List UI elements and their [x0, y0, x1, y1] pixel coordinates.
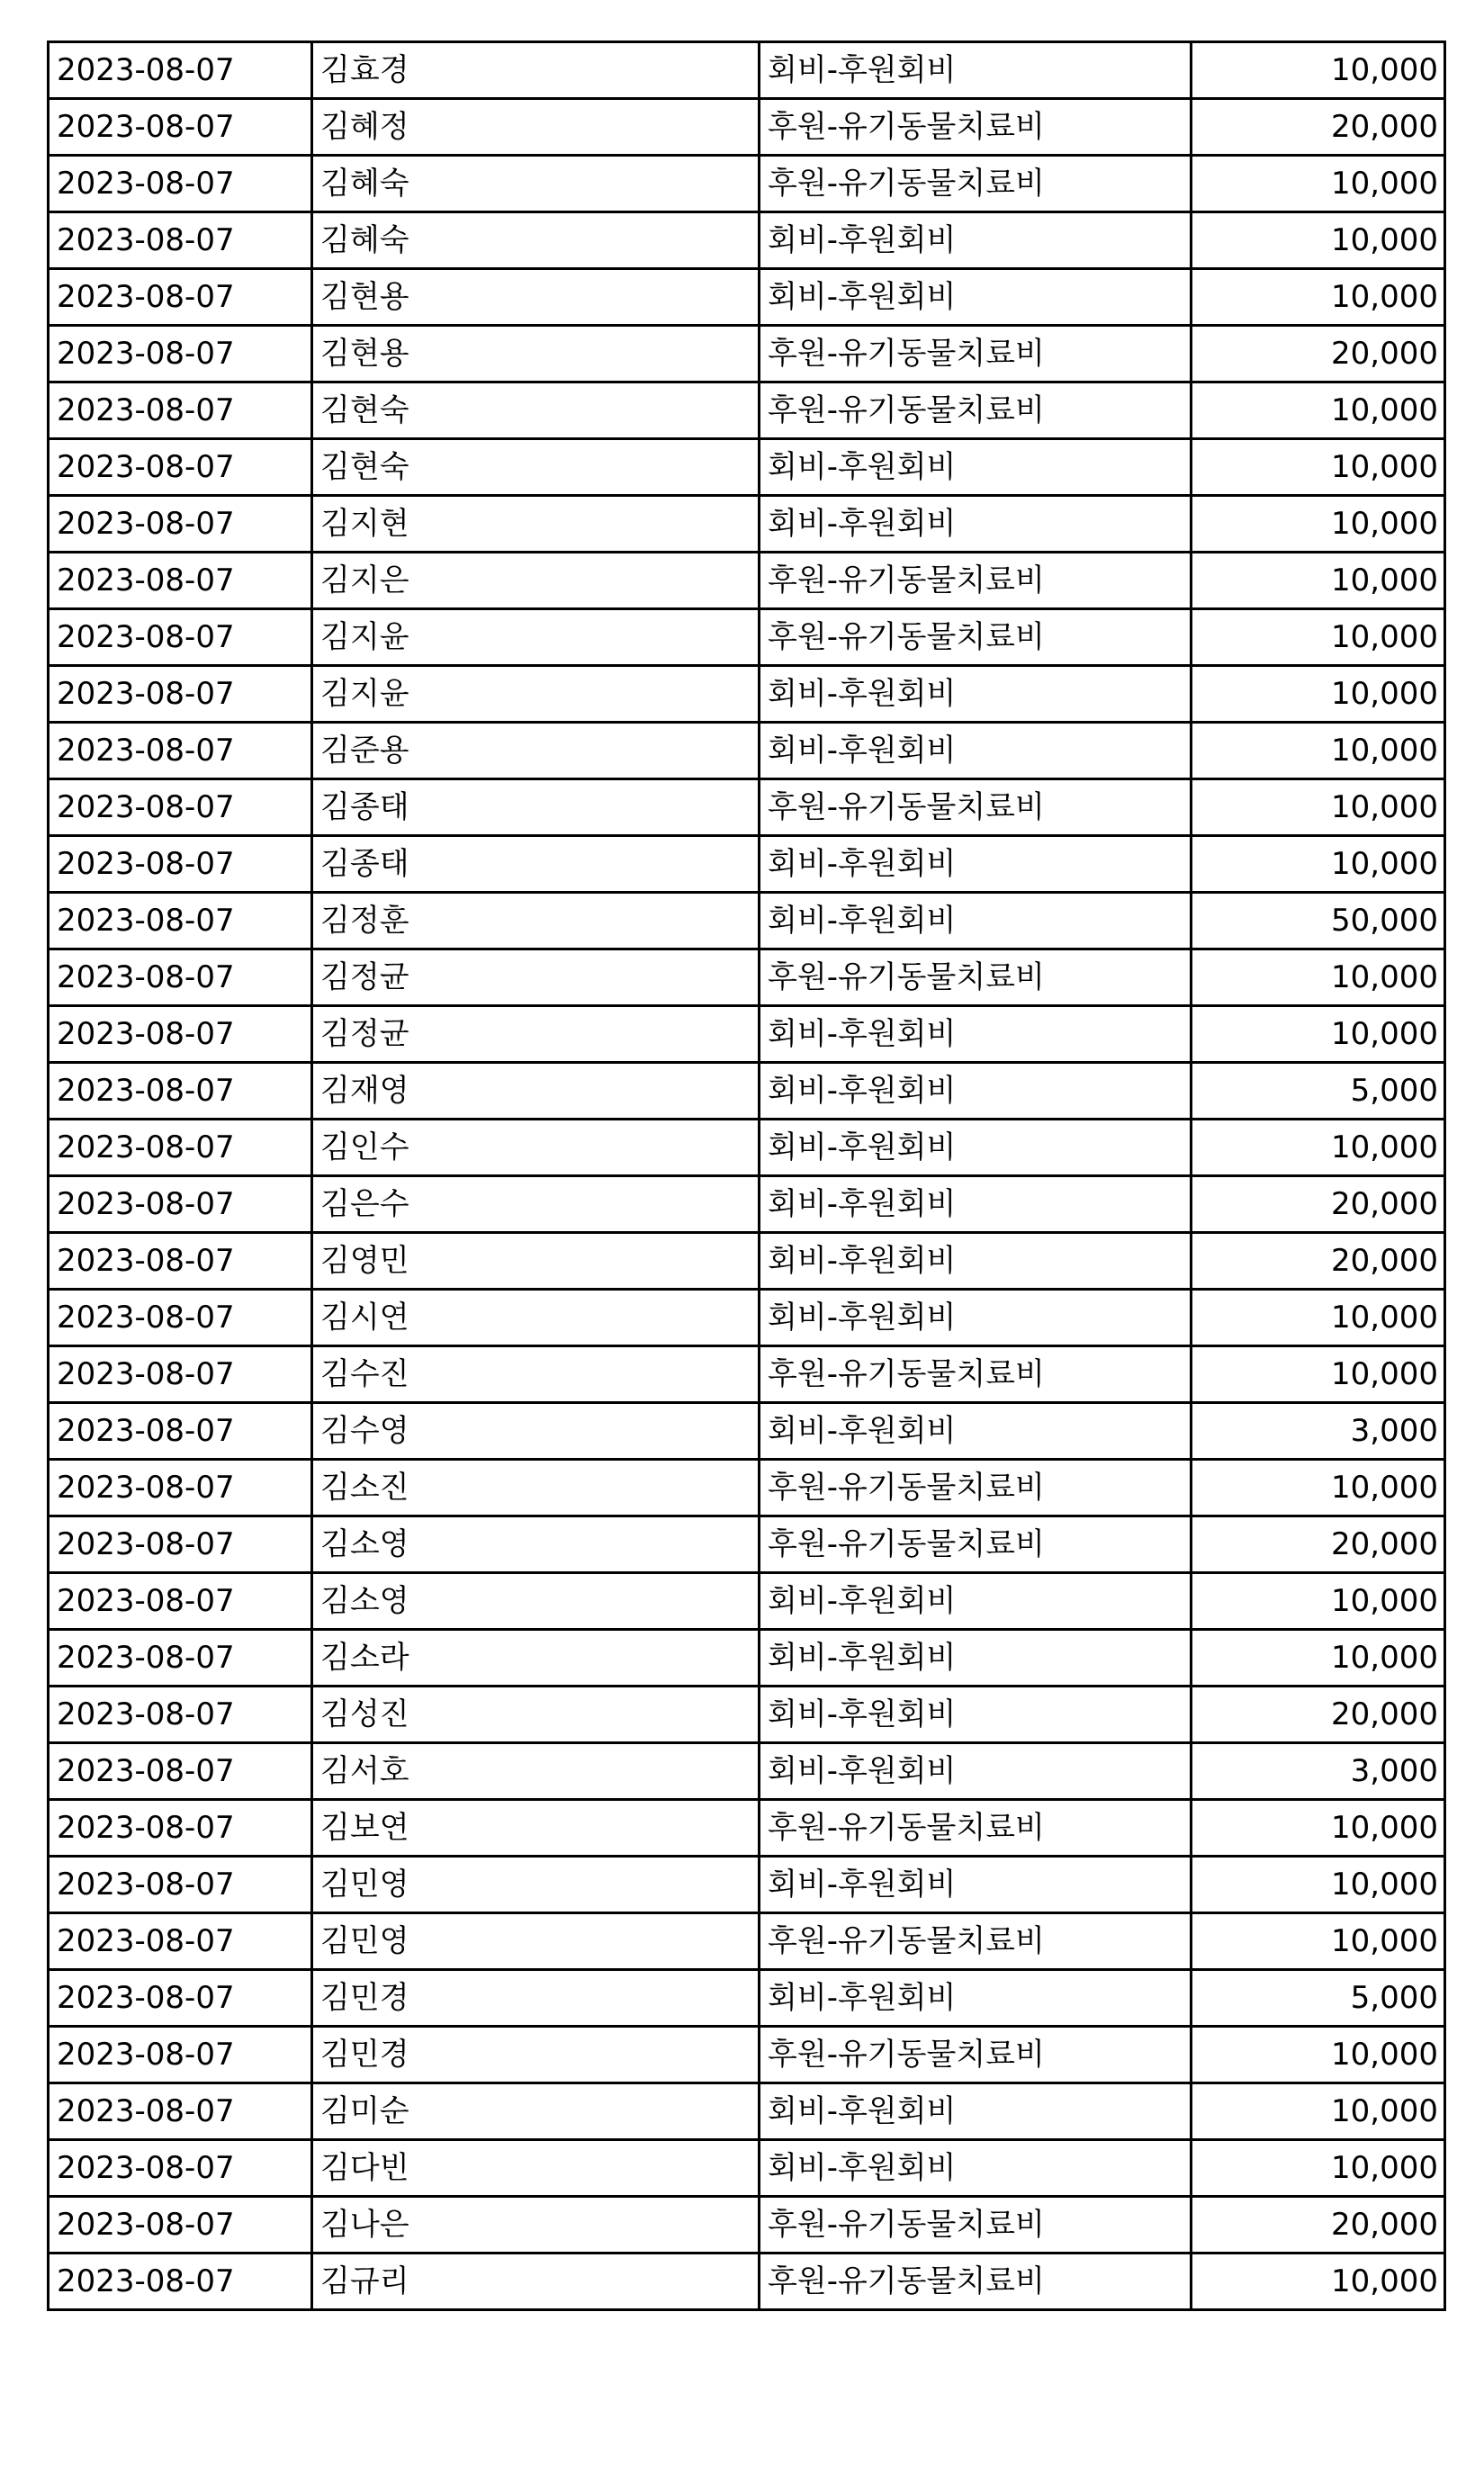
date-cell: 2023-08-07	[49, 2254, 312, 2310]
name-cell: 김다빈	[312, 2140, 760, 2197]
name-cell: 김인수	[312, 1120, 760, 1176]
date-cell: 2023-08-07	[49, 1290, 312, 1346]
table-row	[49, 1573, 1445, 1630]
category-cell: 회비-후원회비	[760, 2083, 1192, 2140]
table-row	[49, 1403, 1445, 1460]
date-cell: 2023-08-07	[49, 609, 312, 666]
amount-cell: 10,000	[1192, 42, 1445, 99]
table-row	[49, 2027, 1445, 2083]
table-row	[49, 99, 1445, 156]
date-cell: 2023-08-07	[49, 2027, 312, 2083]
date-cell: 2023-08-07	[49, 2197, 312, 2254]
name-cell: 김정훈	[312, 893, 760, 949]
table-row	[49, 723, 1445, 779]
table-row	[49, 1346, 1445, 1403]
amount-cell: 20,000	[1192, 326, 1445, 382]
category-cell: 후원-유기동물치료비	[760, 2254, 1192, 2310]
category-cell: 회비-후원회비	[760, 836, 1192, 893]
date-cell: 2023-08-07	[49, 1913, 312, 1970]
amount-cell: 10,000	[1192, 723, 1445, 779]
amount-cell: 10,000	[1192, 1913, 1445, 1970]
date-cell: 2023-08-07	[49, 949, 312, 1006]
table-row	[49, 779, 1445, 836]
amount-cell: 10,000	[1192, 1290, 1445, 1346]
date-cell: 2023-08-07	[49, 496, 312, 553]
category-cell: 회비-후원회비	[760, 1403, 1192, 1460]
category-cell: 회비-후원회비	[760, 1290, 1192, 1346]
table-row	[49, 1970, 1445, 2027]
date-cell: 2023-08-07	[49, 1970, 312, 2027]
category-cell: 후원-유기동물치료비	[760, 1460, 1192, 1516]
date-cell: 2023-08-07	[49, 2083, 312, 2140]
amount-cell: 10,000	[1192, 1460, 1445, 1516]
date-cell: 2023-08-07	[49, 1176, 312, 1233]
category-cell: 회비-후원회비	[760, 1743, 1192, 1800]
name-cell: 김서호	[312, 1743, 760, 1800]
amount-cell: 10,000	[1192, 2027, 1445, 2083]
name-cell: 김미순	[312, 2083, 760, 2140]
date-cell: 2023-08-07	[49, 779, 312, 836]
amount-cell: 10,000	[1192, 1573, 1445, 1630]
date-cell: 2023-08-07	[49, 1687, 312, 1743]
category-cell: 후원-유기동물치료비	[760, 382, 1192, 439]
category-cell: 회비-후원회비	[760, 1573, 1192, 1630]
name-cell: 김소진	[312, 1460, 760, 1516]
name-cell: 김시연	[312, 1290, 760, 1346]
amount-cell: 10,000	[1192, 382, 1445, 439]
amount-cell: 10,000	[1192, 496, 1445, 553]
name-cell: 김혜정	[312, 99, 760, 156]
category-cell: 회비-후원회비	[760, 42, 1192, 99]
category-cell: 회비-후원회비	[760, 893, 1192, 949]
category-cell: 후원-유기동물치료비	[760, 609, 1192, 666]
date-cell: 2023-08-07	[49, 1800, 312, 1857]
category-cell: 회비-후원회비	[760, 496, 1192, 553]
amount-cell: 10,000	[1192, 1346, 1445, 1403]
amount-cell: 20,000	[1192, 1176, 1445, 1233]
category-cell: 회비-후원회비	[760, 1120, 1192, 1176]
table-row	[49, 156, 1445, 212]
table-row	[49, 1857, 1445, 1913]
name-cell: 김영민	[312, 1233, 760, 1290]
amount-cell: 20,000	[1192, 2197, 1445, 2254]
amount-cell: 20,000	[1192, 1687, 1445, 1743]
category-cell: 후원-유기동물치료비	[760, 1516, 1192, 1573]
category-cell: 후원-유기동물치료비	[760, 779, 1192, 836]
name-cell: 김민경	[312, 1970, 760, 2027]
table-row	[49, 2254, 1445, 2310]
category-cell: 회비-후원회비	[760, 212, 1192, 269]
date-cell: 2023-08-07	[49, 42, 312, 99]
table-row	[49, 1006, 1445, 1063]
amount-cell: 10,000	[1192, 949, 1445, 1006]
name-cell: 김성진	[312, 1687, 760, 1743]
date-cell: 2023-08-07	[49, 1403, 312, 1460]
category-cell: 회비-후원회비	[760, 666, 1192, 723]
category-cell: 회비-후원회비	[760, 723, 1192, 779]
category-cell: 회비-후원회비	[760, 1176, 1192, 1233]
date-cell: 2023-08-07	[49, 1460, 312, 1516]
name-cell: 김지윤	[312, 609, 760, 666]
name-cell: 김현숙	[312, 439, 760, 496]
date-cell: 2023-08-07	[49, 382, 312, 439]
amount-cell: 20,000	[1192, 1233, 1445, 1290]
table-row	[49, 836, 1445, 893]
table-row	[49, 1913, 1445, 1970]
name-cell: 김소영	[312, 1573, 760, 1630]
category-cell: 후원-유기동물치료비	[760, 2027, 1192, 2083]
ledger-body	[49, 42, 1445, 2310]
amount-cell: 10,000	[1192, 212, 1445, 269]
table-row	[49, 1687, 1445, 1743]
name-cell: 김지현	[312, 496, 760, 553]
date-cell: 2023-08-07	[49, 1063, 312, 1120]
amount-cell: 10,000	[1192, 553, 1445, 609]
date-cell: 2023-08-07	[49, 1573, 312, 1630]
table-row	[49, 269, 1445, 326]
name-cell: 김보연	[312, 1800, 760, 1857]
category-cell: 후원-유기동물치료비	[760, 326, 1192, 382]
date-cell: 2023-08-07	[49, 666, 312, 723]
table-row	[49, 496, 1445, 553]
category-cell: 후원-유기동물치료비	[760, 99, 1192, 156]
amount-cell: 20,000	[1192, 99, 1445, 156]
table-row	[49, 1630, 1445, 1687]
date-cell: 2023-08-07	[49, 723, 312, 779]
category-cell: 회비-후원회비	[760, 2140, 1192, 2197]
date-cell: 2023-08-07	[49, 1743, 312, 1800]
category-cell: 후원-유기동물치료비	[760, 1913, 1192, 1970]
name-cell: 김정균	[312, 1006, 760, 1063]
name-cell: 김민영	[312, 1857, 760, 1913]
name-cell: 김규리	[312, 2254, 760, 2310]
date-cell: 2023-08-07	[49, 439, 312, 496]
amount-cell: 3,000	[1192, 1403, 1445, 1460]
table-row	[49, 893, 1445, 949]
table-row	[49, 2140, 1445, 2197]
name-cell: 김정균	[312, 949, 760, 1006]
table-row	[49, 1120, 1445, 1176]
amount-cell: 10,000	[1192, 2083, 1445, 2140]
table-row	[49, 949, 1445, 1006]
category-cell: 회비-후원회비	[760, 1687, 1192, 1743]
amount-cell: 10,000	[1192, 1120, 1445, 1176]
name-cell: 김종태	[312, 836, 760, 893]
table-row	[49, 609, 1445, 666]
amount-cell: 10,000	[1192, 1006, 1445, 1063]
date-cell: 2023-08-07	[49, 1120, 312, 1176]
category-cell: 후원-유기동물치료비	[760, 553, 1192, 609]
category-cell: 회비-후원회비	[760, 1006, 1192, 1063]
table-row	[49, 326, 1445, 382]
date-cell: 2023-08-07	[49, 2140, 312, 2197]
name-cell: 김효경	[312, 42, 760, 99]
name-cell: 김수진	[312, 1346, 760, 1403]
name-cell: 김수영	[312, 1403, 760, 1460]
table-row	[49, 1460, 1445, 1516]
table-row	[49, 1800, 1445, 1857]
table-row	[49, 1063, 1445, 1120]
name-cell: 김준용	[312, 723, 760, 779]
category-cell: 회비-후원회비	[760, 1630, 1192, 1687]
name-cell: 김민영	[312, 1913, 760, 1970]
category-cell: 후원-유기동물치료비	[760, 1346, 1192, 1403]
date-cell: 2023-08-07	[49, 1233, 312, 1290]
name-cell: 김민경	[312, 2027, 760, 2083]
amount-cell: 10,000	[1192, 1630, 1445, 1687]
amount-cell: 10,000	[1192, 666, 1445, 723]
table-row	[49, 212, 1445, 269]
table-row	[49, 553, 1445, 609]
table-row	[49, 42, 1445, 99]
date-cell: 2023-08-07	[49, 893, 312, 949]
name-cell: 김지은	[312, 553, 760, 609]
amount-cell: 10,000	[1192, 1800, 1445, 1857]
date-cell: 2023-08-07	[49, 212, 312, 269]
category-cell: 회비-후원회비	[760, 1233, 1192, 1290]
table-row	[49, 2197, 1445, 2254]
name-cell: 김은수	[312, 1176, 760, 1233]
name-cell: 김현숙	[312, 382, 760, 439]
date-cell: 2023-08-07	[49, 99, 312, 156]
amount-cell: 10,000	[1192, 2254, 1445, 2310]
date-cell: 2023-08-07	[49, 836, 312, 893]
date-cell: 2023-08-07	[49, 1516, 312, 1573]
amount-cell: 5,000	[1192, 1970, 1445, 2027]
name-cell: 김소라	[312, 1630, 760, 1687]
name-cell: 김소영	[312, 1516, 760, 1573]
amount-cell: 10,000	[1192, 439, 1445, 496]
table-row	[49, 666, 1445, 723]
amount-cell: 10,000	[1192, 836, 1445, 893]
table-row	[49, 1176, 1445, 1233]
category-cell: 회비-후원회비	[760, 269, 1192, 326]
amount-cell: 10,000	[1192, 269, 1445, 326]
donation-ledger-table	[47, 40, 1446, 2311]
date-cell: 2023-08-07	[49, 553, 312, 609]
table-row	[49, 2083, 1445, 2140]
name-cell: 김현용	[312, 269, 760, 326]
date-cell: 2023-08-07	[49, 269, 312, 326]
amount-cell: 50,000	[1192, 893, 1445, 949]
category-cell: 후원-유기동물치료비	[760, 2197, 1192, 2254]
name-cell: 김현용	[312, 326, 760, 382]
category-cell: 회비-후원회비	[760, 1857, 1192, 1913]
table-row	[49, 1290, 1445, 1346]
amount-cell: 3,000	[1192, 1743, 1445, 1800]
amount-cell: 10,000	[1192, 609, 1445, 666]
table-row	[49, 1743, 1445, 1800]
category-cell: 후원-유기동물치료비	[760, 949, 1192, 1006]
table-row	[49, 1516, 1445, 1573]
amount-cell: 20,000	[1192, 1516, 1445, 1573]
name-cell: 김나은	[312, 2197, 760, 2254]
name-cell: 김종태	[312, 779, 760, 836]
amount-cell: 10,000	[1192, 1857, 1445, 1913]
date-cell: 2023-08-07	[49, 1857, 312, 1913]
date-cell: 2023-08-07	[49, 1006, 312, 1063]
date-cell: 2023-08-07	[49, 156, 312, 212]
category-cell: 회비-후원회비	[760, 1970, 1192, 2027]
amount-cell: 10,000	[1192, 2140, 1445, 2197]
amount-cell: 5,000	[1192, 1063, 1445, 1120]
date-cell: 2023-08-07	[49, 1346, 312, 1403]
amount-cell: 10,000	[1192, 779, 1445, 836]
table-row	[49, 382, 1445, 439]
category-cell: 후원-유기동물치료비	[760, 156, 1192, 212]
table-row	[49, 439, 1445, 496]
table-row	[49, 1233, 1445, 1290]
date-cell: 2023-08-07	[49, 1630, 312, 1687]
category-cell: 회비-후원회비	[760, 1063, 1192, 1120]
name-cell: 김혜숙	[312, 156, 760, 212]
amount-cell: 10,000	[1192, 156, 1445, 212]
category-cell: 후원-유기동물치료비	[760, 1800, 1192, 1857]
date-cell: 2023-08-07	[49, 326, 312, 382]
name-cell: 김지윤	[312, 666, 760, 723]
category-cell: 회비-후원회비	[760, 439, 1192, 496]
name-cell: 김재영	[312, 1063, 760, 1120]
name-cell: 김혜숙	[312, 212, 760, 269]
